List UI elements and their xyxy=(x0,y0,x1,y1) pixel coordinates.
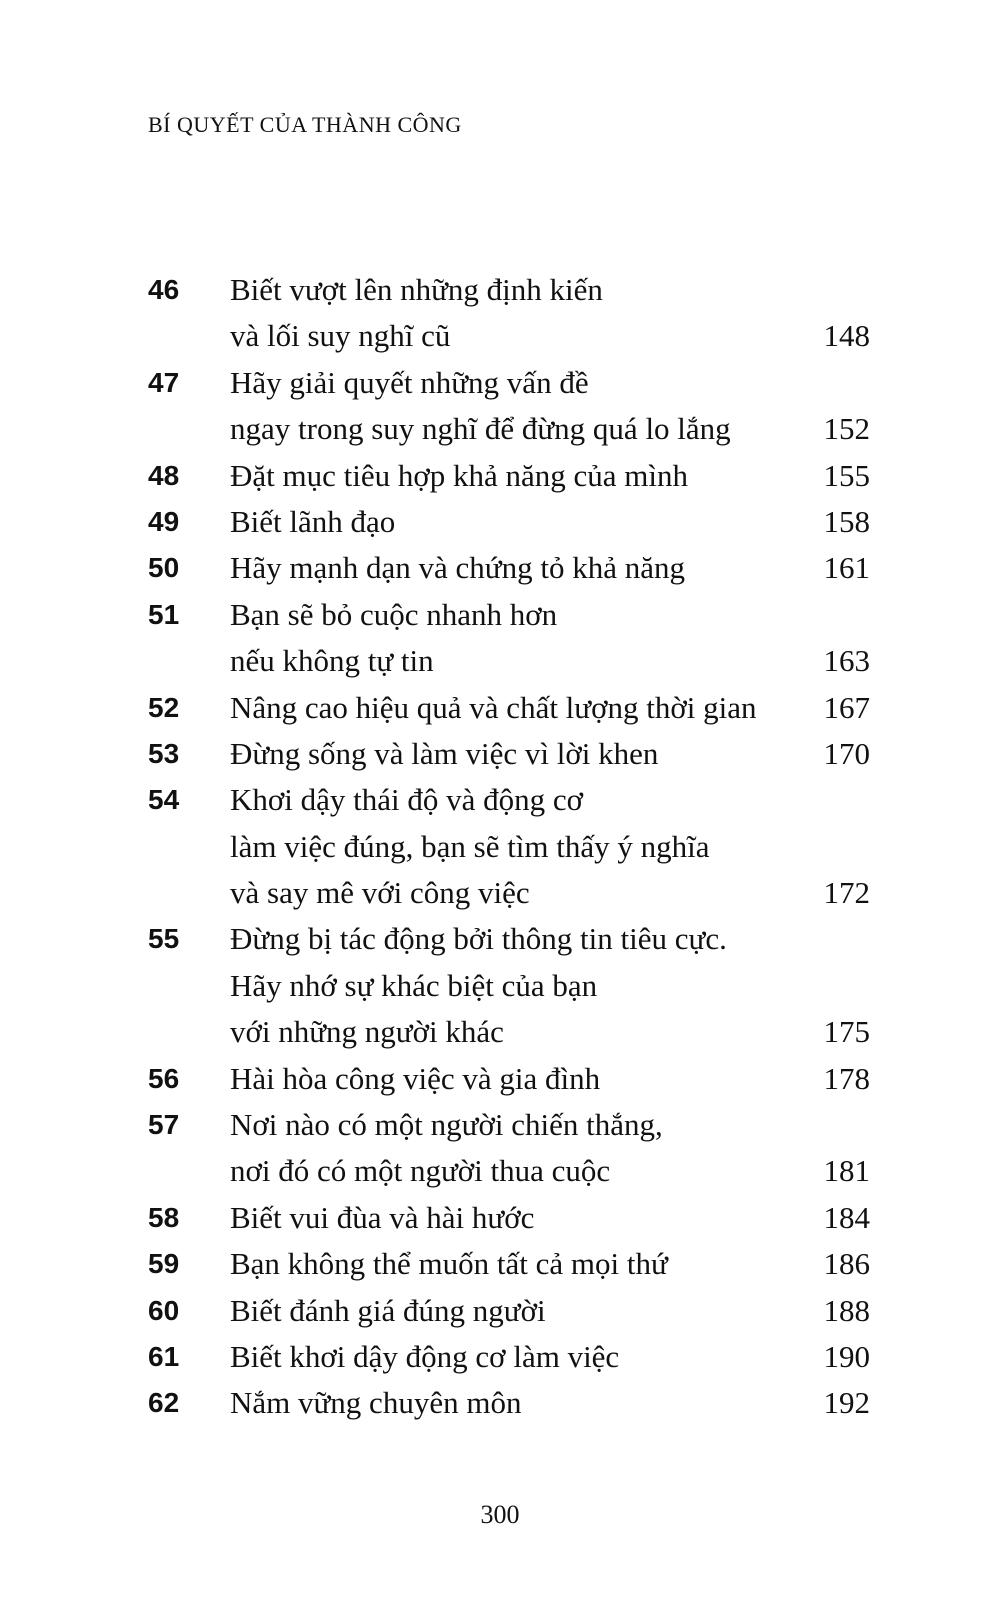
toc-entry xyxy=(0,1102,1000,1195)
toc-line xyxy=(0,963,1000,1009)
chapter-number: 60 xyxy=(148,1294,180,1326)
toc-line xyxy=(0,1288,1000,1334)
toc-entry xyxy=(0,1241,1000,1287)
toc-line xyxy=(0,1241,1000,1287)
page-reference: 178 xyxy=(823,1060,870,1096)
toc-line xyxy=(0,592,1000,638)
toc-entry xyxy=(0,1288,1000,1334)
toc-line xyxy=(0,1056,1000,1102)
chapter-title-line: Đừng sống và làm việc vì lời khen xyxy=(230,735,659,771)
chapter-number: 57 xyxy=(148,1109,180,1141)
toc-entry xyxy=(0,1056,1000,1102)
chapter-title-line: Biết khơi dậy động cơ làm việc xyxy=(230,1338,620,1374)
toc-entry xyxy=(0,1334,1000,1380)
chapter-title-line: Bạn không thể muốn tất cả mọi thứ xyxy=(230,1246,668,1282)
page-reference: 190 xyxy=(823,1338,870,1374)
toc-line xyxy=(0,777,1000,823)
chapter-title-line: làm việc đúng, bạn sẽ tìm thấy ý nghĩa xyxy=(230,828,710,864)
toc-line xyxy=(0,870,1000,916)
chapter-title-line: Hãy giải quyết những vấn đề xyxy=(230,364,589,400)
page-reference: 188 xyxy=(823,1292,870,1328)
toc-line xyxy=(0,685,1000,731)
chapter-title-line: Biết vui đùa và hài hước xyxy=(230,1199,535,1235)
page-reference: 161 xyxy=(823,550,870,586)
chapter-title-line: Hãy nhớ sự khác biệt của bạn xyxy=(230,967,598,1003)
chapter-number: 50 xyxy=(148,552,180,584)
toc-line xyxy=(0,1334,1000,1380)
page-reference: 175 xyxy=(823,1014,870,1050)
toc-line xyxy=(0,360,1000,406)
toc-entry xyxy=(0,360,1000,453)
toc-line xyxy=(0,545,1000,591)
chapter-number: 58 xyxy=(148,1201,180,1233)
chapter-title-line: Đặt mục tiêu hợp khả năng của mình xyxy=(230,457,689,493)
chapter-number: 54 xyxy=(148,784,180,816)
chapter-number: 56 xyxy=(148,1062,180,1094)
page-reference: 172 xyxy=(823,875,870,911)
chapter-title-line: với những người khác xyxy=(230,1014,504,1050)
table-of-contents xyxy=(0,267,1000,1427)
chapter-title-line: Biết đánh giá đúng người xyxy=(230,1292,546,1328)
toc-entry xyxy=(0,731,1000,777)
chapter-title-line: và lối suy nghĩ cũ xyxy=(230,318,451,354)
toc-line xyxy=(0,1148,1000,1194)
toc-line xyxy=(0,313,1000,359)
toc-line xyxy=(0,406,1000,452)
chapter-number: 47 xyxy=(148,366,180,398)
chapter-number: 55 xyxy=(148,923,180,955)
toc-line xyxy=(0,638,1000,684)
page-reference: 155 xyxy=(823,457,870,493)
toc-line xyxy=(0,1009,1000,1055)
page-reference: 192 xyxy=(823,1385,870,1421)
toc-line xyxy=(0,453,1000,499)
page-reference: 181 xyxy=(823,1153,870,1189)
toc-entry xyxy=(0,1195,1000,1241)
chapter-title-line: Nơi nào có một người chiến thắng, xyxy=(230,1107,663,1143)
chapter-title-line: Nắm vững chuyên môn xyxy=(230,1385,522,1421)
toc-entry xyxy=(0,777,1000,916)
page-reference: 152 xyxy=(823,411,870,447)
chapter-title-line: và say mê với công việc xyxy=(230,875,530,911)
toc-line xyxy=(0,824,1000,870)
page-reference: 163 xyxy=(823,643,870,679)
toc-entry xyxy=(0,453,1000,499)
chapter-title-line: ngay trong suy nghĩ để đừng quá lo lắng xyxy=(230,411,731,447)
page-reference: 170 xyxy=(823,735,870,771)
chapter-title-line: nếu không tự tin xyxy=(230,643,434,679)
chapter-title-line: nơi đó có một người thua cuộc xyxy=(230,1153,611,1189)
page-reference: 158 xyxy=(823,503,870,539)
page-reference: 148 xyxy=(823,318,870,354)
chapter-title-line: Biết lãnh đạo xyxy=(230,503,396,539)
chapter-title-line: Hãy mạnh dạn và chứng tỏ khả năng xyxy=(230,550,685,586)
chapter-number: 62 xyxy=(148,1387,180,1419)
toc-line xyxy=(0,1102,1000,1148)
toc-line xyxy=(0,731,1000,777)
page-reference: 186 xyxy=(823,1246,870,1282)
running-header: BÍ QUYẾT CỦA THÀNH CÔNG xyxy=(148,112,462,137)
page-number: 300 xyxy=(480,1500,520,1529)
toc-entry xyxy=(0,499,1000,545)
chapter-number: 46 xyxy=(148,274,180,305)
chapter-number: 61 xyxy=(148,1340,180,1372)
chapter-title-line: Biết vượt lên những định kiến xyxy=(230,272,603,307)
chapter-title-line: Đừng bị tác động bởi thông tin tiêu cực. xyxy=(230,921,727,957)
chapter-number: 53 xyxy=(148,737,180,769)
toc-entry xyxy=(0,1380,1000,1426)
toc-entry xyxy=(0,916,1000,1055)
toc-line xyxy=(0,916,1000,962)
chapter-number: 51 xyxy=(148,598,180,630)
page-reference: 184 xyxy=(823,1199,870,1235)
chapter-number: 59 xyxy=(148,1248,180,1280)
chapter-number: 48 xyxy=(148,459,180,491)
chapter-title-line: Hài hòa công việc và gia đình xyxy=(230,1060,601,1096)
toc-entry xyxy=(0,685,1000,731)
chapter-number: 49 xyxy=(148,505,180,537)
toc-line xyxy=(0,1380,1000,1426)
toc-entry xyxy=(0,545,1000,591)
page-reference: 167 xyxy=(823,689,870,725)
toc-line xyxy=(0,1195,1000,1241)
toc-entry xyxy=(0,592,1000,685)
chapter-number: 52 xyxy=(148,691,180,723)
toc-entry xyxy=(0,267,1000,360)
chapter-title-line: Khơi dậy thái độ và động cơ xyxy=(230,782,584,818)
chapter-title-line: Nâng cao hiệu quả và chất lượng thời gian xyxy=(230,689,757,725)
chapter-title-line: Bạn sẽ bỏ cuộc nhanh hơn xyxy=(230,596,558,632)
toc-line xyxy=(0,499,1000,545)
toc-line xyxy=(0,267,1000,313)
